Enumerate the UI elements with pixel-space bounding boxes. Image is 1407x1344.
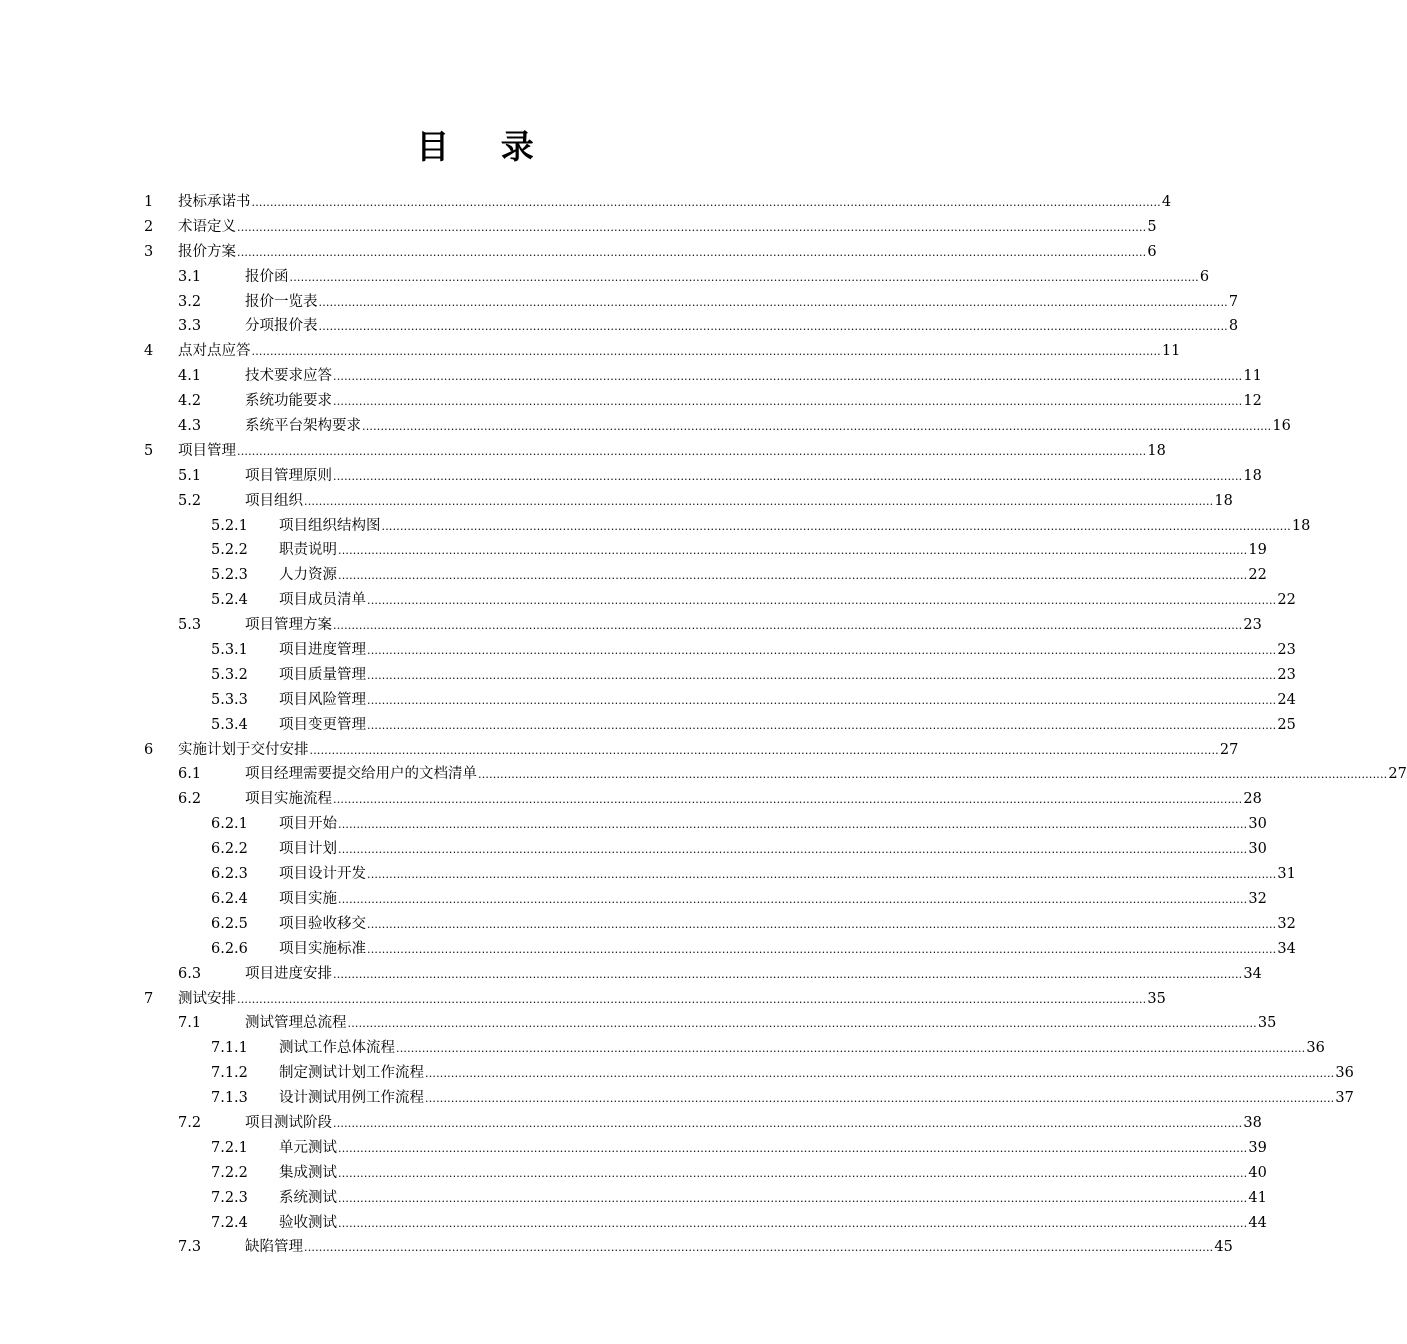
toc-dot-leader: ......................................................................................................................................................................................................................................................	[237, 245, 1147, 259]
toc-dot-leader: ......................................................................................................................................................................................................................................................	[309, 743, 1219, 757]
toc-entry-text: 测试管理总流程	[245, 1015, 347, 1032]
toc-entry-text: 项目组织	[245, 492, 303, 509]
toc-entry[interactable]	[0, 887, 1267, 912]
toc-dot-leader: ......................................................................................................................................................................................................................................................	[425, 1092, 1335, 1106]
toc-title: 目 录	[416, 127, 554, 166]
toc-entry-text: 项目管理方案	[245, 617, 332, 634]
toc-entry-number: 6.2.6	[211, 940, 248, 957]
toc-entry-body	[279, 538, 1267, 564]
toc-entry-number: 7.2	[178, 1114, 202, 1131]
toc-entry-text: 项目实施标准	[279, 940, 366, 957]
toc-entry-page-number: 45	[1214, 1239, 1233, 1256]
toc-dot-leader: ......................................................................................................................................................................................................................................................	[367, 942, 1277, 956]
toc-entry-page-number: 22	[1248, 567, 1267, 584]
toc-entry-number: 3.1	[178, 268, 202, 285]
toc-entry-page-number: 23	[1243, 617, 1262, 634]
toc-entry-text: 项目设计开发	[279, 866, 366, 883]
toc-entry-text: 测试工作总体流程	[279, 1040, 395, 1057]
toc-entry-body	[245, 414, 1291, 440]
toc-entry-page-number: 7	[1228, 293, 1239, 310]
toc-entry-text: 报价方案	[178, 243, 236, 260]
toc-entry[interactable]	[0, 1186, 1267, 1211]
toc-entry-page-number: 38	[1243, 1114, 1262, 1131]
toc-entry-page-number: 40	[1248, 1164, 1267, 1181]
toc-dot-leader: ......................................................................................................................................................................................................................................................	[338, 1191, 1248, 1205]
toc-entry[interactable]	[0, 290, 1239, 315]
toc-entry-body	[279, 663, 1296, 689]
toc-entry-body	[178, 738, 1239, 764]
toc-entry-number: 2	[144, 218, 154, 235]
toc-entry[interactable]	[0, 240, 1157, 265]
toc-entry-number: 7.3	[178, 1239, 202, 1256]
toc-entry-text: 项目实施	[279, 890, 337, 907]
toc-dot-leader: ......................................................................................................................................................................................................................................................	[333, 370, 1243, 384]
toc-entry-page-number: 18	[1243, 467, 1262, 484]
toc-entry-page-number: 22	[1277, 592, 1296, 609]
toc-entry-page-number: 11	[1161, 343, 1181, 360]
toc-entry-text: 单元测试	[279, 1139, 337, 1156]
toc-dot-leader: ......................................................................................................................................................................................................................................................	[304, 1241, 1214, 1255]
toc-entry-page-number: 19	[1248, 542, 1267, 559]
toc-entry-body	[279, 1036, 1325, 1062]
toc-entry-number: 5	[144, 442, 154, 459]
toc-entry-page-number: 36	[1335, 1065, 1354, 1082]
toc-entry-body	[279, 1086, 1354, 1112]
toc-entry-body	[245, 489, 1233, 515]
toc-entry-number: 7.1.1	[211, 1040, 248, 1057]
toc-entry-body	[245, 290, 1239, 316]
toc-entry-number: 5.2.2	[211, 542, 248, 559]
toc-entry-number: 6.2.4	[211, 890, 248, 907]
toc-entry-number: 5.1	[178, 467, 202, 484]
toc-dot-leader: ......................................................................................................................................................................................................................................................	[338, 569, 1248, 583]
toc-entry-body	[279, 588, 1296, 614]
toc-entry-body	[245, 613, 1262, 639]
toc-entry-number: 5.2.1	[211, 517, 248, 534]
toc-entry-number: 4.3	[178, 418, 202, 435]
toc-entry-number: 7.2.2	[211, 1164, 248, 1181]
toc-entry[interactable]	[0, 1161, 1267, 1186]
toc-entry-number: 1	[144, 194, 154, 210]
toc-entry-page-number: 30	[1248, 841, 1267, 858]
toc-entry-text: 项目进度管理	[279, 642, 366, 659]
toc-entry[interactable]	[0, 713, 1296, 738]
toc-dot-leader: ......................................................................................................................................................................................................................................................	[333, 469, 1243, 483]
toc-entry[interactable]	[0, 962, 1262, 987]
toc-entry-number: 3.3	[178, 318, 202, 335]
toc-entry[interactable]	[0, 1111, 1262, 1136]
toc-dot-leader: ......................................................................................................................................................................................................................................................	[333, 395, 1243, 409]
toc-entry-page-number: 36	[1306, 1040, 1325, 1057]
toc-entry[interactable]	[0, 987, 1166, 1012]
toc-entry-text: 职责说明	[279, 542, 337, 559]
toc-entry-body	[279, 812, 1267, 838]
toc-entry-text: 项目实施流程	[245, 791, 332, 808]
toc-entry-number: 6.2.2	[211, 841, 248, 858]
toc-dot-leader: ......................................................................................................................................................................................................................................................	[347, 1017, 1257, 1031]
toc-entry-body	[279, 1186, 1267, 1212]
toc-entry[interactable]	[0, 663, 1296, 688]
toc-dot-leader: ......................................................................................................................................................................................................................................................	[251, 196, 1161, 209]
toc-entry-body	[279, 937, 1296, 963]
toc-entry-text: 实施计划于交付安排	[178, 741, 309, 758]
toc-entry[interactable]	[0, 862, 1296, 887]
toc-dot-leader: ......................................................................................................................................................................................................................................................	[237, 992, 1147, 1006]
toc-entry-text: 技术要求应答	[245, 368, 332, 385]
toc-entry[interactable]	[0, 514, 1311, 539]
toc-entry[interactable]	[0, 265, 1210, 290]
toc-dot-leader: ......................................................................................................................................................................................................................................................	[251, 345, 1161, 359]
toc-entry-number: 5.3.3	[211, 691, 248, 708]
toc-entry-page-number: 30	[1248, 816, 1267, 833]
toc-entry-text: 项目管理	[178, 442, 236, 459]
toc-dot-leader: ......................................................................................................................................................................................................................................................	[367, 644, 1277, 658]
toc-entry-body	[245, 265, 1210, 291]
toc-entry-text: 项目开始	[279, 816, 337, 833]
toc-entry-page-number: 34	[1277, 940, 1296, 957]
toc-entry-number: 7.1.3	[211, 1090, 248, 1107]
toc-entry-body	[279, 1211, 1267, 1237]
toc-entry[interactable]	[0, 489, 1233, 514]
toc-entry-page-number: 37	[1335, 1090, 1354, 1107]
toc-entry-text: 分项报价表	[245, 318, 318, 335]
toc-dot-leader: ......................................................................................................................................................................................................................................................	[338, 1216, 1248, 1230]
toc-entry-body	[245, 1011, 1277, 1037]
toc-entry[interactable]	[0, 1086, 1354, 1111]
toc-entry-number: 6.2.3	[211, 866, 248, 883]
toc-entry-page-number: 6	[1147, 243, 1157, 260]
toc-entry-number: 6.1	[178, 766, 202, 783]
toc-entry-text: 项目进度安排	[245, 965, 332, 982]
toc-entry-page-number: 18	[1214, 492, 1233, 509]
toc-entry-number: 7.1.2	[211, 1065, 248, 1082]
toc-dot-leader: ......................................................................................................................................................................................................................................................	[289, 270, 1199, 284]
toc-entry-page-number: 32	[1248, 890, 1267, 907]
toc-dot-leader: ......................................................................................................................................................................................................................................................	[381, 519, 1291, 533]
toc-entry-body	[178, 215, 1157, 241]
toc-entry[interactable]	[0, 738, 1239, 763]
toc-entry-number: 7.2.4	[211, 1214, 248, 1231]
toc-entry-text: 项目风险管理	[279, 691, 366, 708]
toc-dot-leader: ......................................................................................................................................................................................................................................................	[367, 594, 1277, 608]
toc-entry-body	[245, 787, 1262, 813]
toc-entry[interactable]	[0, 563, 1267, 588]
toc-entry[interactable]	[0, 314, 1239, 339]
toc-entry[interactable]	[0, 1036, 1325, 1061]
toc-entry-number: 6	[144, 741, 154, 758]
toc-entry-text: 项目验收移交	[279, 915, 366, 932]
toc-entry-page-number: 18	[1147, 442, 1166, 459]
toc-entry-number: 4.2	[178, 393, 202, 410]
toc-entry-body	[279, 912, 1296, 938]
toc-entry-page-number: 44	[1248, 1214, 1267, 1231]
toc-entry-page-number: 16	[1272, 418, 1291, 435]
toc-entry-page-number: 24	[1277, 691, 1296, 708]
toc-entry-text: 人力资源	[279, 567, 337, 584]
toc-dot-leader: ......................................................................................................................................................................................................................................................	[367, 693, 1277, 707]
toc-entry-page-number: 12	[1243, 393, 1262, 410]
toc-dot-leader: ......................................................................................................................................................................................................................................................	[367, 868, 1277, 882]
toc-entry-text: 系统测试	[279, 1189, 337, 1206]
toc-entry-body	[279, 1061, 1354, 1087]
toc-entry-page-number: 39	[1248, 1139, 1267, 1156]
toc-entry-text: 投标承诺书	[178, 194, 251, 210]
toc-entry-number: 5.3.2	[211, 666, 248, 683]
toc-entry-page-number: 8	[1228, 318, 1239, 335]
toc-entry-body	[279, 887, 1267, 913]
toc-dot-leader: ......................................................................................................................................................................................................................................................	[338, 892, 1248, 906]
toc-entry-text: 系统平台架构要求	[245, 418, 361, 435]
toc-dot-leader: ......................................................................................................................................................................................................................................................	[338, 1141, 1248, 1155]
toc-entry[interactable]	[0, 837, 1267, 862]
toc-entry-text: 项目管理原则	[245, 467, 332, 484]
toc-entry-page-number: 32	[1277, 915, 1296, 932]
toc-dot-leader: ......................................................................................................................................................................................................................................................	[367, 718, 1277, 732]
toc-entry[interactable]	[0, 1136, 1267, 1161]
toc-entry[interactable]	[0, 190, 1172, 215]
toc-entry[interactable]	[0, 762, 1407, 787]
toc-dot-leader: ......................................................................................................................................................................................................................................................	[318, 295, 1228, 309]
toc-dot-leader: ......................................................................................................................................................................................................................................................	[237, 220, 1147, 234]
toc-entry[interactable]	[0, 937, 1296, 962]
toc-dot-leader: ......................................................................................................................................................................................................................................................	[338, 1166, 1248, 1180]
toc-entry-number: 7	[144, 990, 154, 1007]
toc-entry-number: 3.2	[178, 293, 202, 310]
toc-dot-leader: ......................................................................................................................................................................................................................................................	[367, 917, 1277, 931]
toc-entry[interactable]	[0, 688, 1296, 713]
toc-entry[interactable]	[0, 1061, 1354, 1086]
toc-dot-leader: ......................................................................................................................................................................................................................................................	[396, 1042, 1306, 1056]
toc-entry[interactable]	[0, 439, 1166, 464]
toc-entry-page-number: 23	[1277, 666, 1296, 683]
toc-entry-number: 6.2.5	[211, 915, 248, 932]
toc-entry-page-number: 28	[1243, 791, 1262, 808]
toc-dot-leader: ......................................................................................................................................................................................................................................................	[425, 1067, 1335, 1081]
toc-dot-leader: ......................................................................................................................................................................................................................................................	[333, 967, 1243, 981]
toc-entry[interactable]	[0, 638, 1296, 663]
toc-entry-number: 5.3.4	[211, 716, 248, 733]
toc-entry-body	[279, 837, 1267, 863]
toc-entry-body	[245, 762, 1407, 788]
toc-entry-number: 6.2	[178, 791, 202, 808]
toc-entry-body	[279, 638, 1296, 664]
toc-dot-leader: ......................................................................................................................................................................................................................................................	[478, 768, 1388, 782]
toc-entry-text: 项目变更管理	[279, 716, 366, 733]
toc-entry-number: 5.2.4	[211, 592, 248, 609]
toc-dot-leader: ......................................................................................................................................................................................................................................................	[333, 1116, 1243, 1130]
toc-entry-text: 缺陷管理	[245, 1239, 303, 1256]
toc-list	[0, 190, 1407, 1260]
toc-entry-page-number: 41	[1248, 1189, 1267, 1206]
toc-entry-text: 报价一览表	[245, 293, 318, 310]
toc-dot-leader: ......................................................................................................................................................................................................................................................	[237, 444, 1147, 458]
toc-entry-text: 项目计划	[279, 841, 337, 858]
toc-entry-body	[178, 240, 1157, 266]
toc-entry[interactable]	[0, 613, 1262, 638]
toc-entry-body	[279, 563, 1267, 589]
toc-entry[interactable]	[0, 538, 1267, 563]
toc-entry-page-number: 35	[1147, 990, 1166, 1007]
toc-dot-leader: ......................................................................................................................................................................................................................................................	[318, 320, 1228, 334]
toc-entry[interactable]	[0, 389, 1262, 414]
toc-entry-text: 项目成员清单	[279, 592, 366, 609]
toc-entry-page-number: 23	[1277, 642, 1296, 659]
toc-entry-number: 5.2.3	[211, 567, 248, 584]
toc-entry-text: 制定测试计划工作流程	[279, 1065, 424, 1082]
toc-entry[interactable]	[0, 1011, 1277, 1036]
toc-entry[interactable]	[0, 464, 1262, 489]
toc-entry-number: 5.2	[178, 492, 202, 509]
toc-dot-leader: ......................................................................................................................................................................................................................................................	[338, 818, 1248, 832]
toc-entry-body	[279, 1161, 1267, 1187]
toc-entry[interactable]	[0, 339, 1181, 364]
toc-entry[interactable]	[0, 588, 1296, 613]
toc-entry-text: 测试安排	[178, 990, 236, 1007]
toc-entry-page-number: 6	[1199, 268, 1210, 285]
toc-entry-body	[279, 713, 1296, 739]
toc-dot-leader: ......................................................................................................................................................................................................................................................	[367, 668, 1277, 682]
toc-dot-leader: ......................................................................................................................................................................................................................................................	[338, 544, 1248, 558]
toc-entry-number: 5.3	[178, 617, 202, 634]
toc-entry[interactable]	[0, 1235, 1233, 1260]
toc-entry-page-number: 35	[1257, 1015, 1277, 1032]
toc-entry[interactable]	[0, 812, 1267, 837]
toc-entry-page-number: 5	[1147, 218, 1157, 235]
toc-entry-body	[245, 389, 1262, 415]
toc-entry-text: 系统功能要求	[245, 393, 332, 410]
toc-entry-body	[178, 987, 1166, 1013]
toc-dot-leader: ......................................................................................................................................................................................................................................................	[333, 619, 1243, 633]
toc-entry-page-number: 27	[1388, 766, 1407, 783]
toc-entry-body	[245, 464, 1262, 490]
toc-entry-page-number: 18	[1291, 517, 1311, 534]
toc-entry-body	[245, 962, 1262, 988]
toc-entry-text: 验收测试	[279, 1214, 337, 1231]
toc-entry-page-number: 31	[1277, 866, 1296, 883]
toc-dot-leader: ......................................................................................................................................................................................................................................................	[338, 843, 1248, 857]
toc-entry-number: 7.1	[178, 1015, 202, 1032]
toc-entry-text: 项目质量管理	[279, 666, 366, 683]
toc-dot-leader: ......................................................................................................................................................................................................................................................	[333, 793, 1243, 807]
toc-entry-body	[245, 1111, 1262, 1137]
toc-entry-text: 项目组织结构图	[279, 517, 381, 534]
toc-entry-number: 6.3	[178, 965, 202, 982]
toc-entry-text: 项目测试阶段	[245, 1114, 332, 1131]
toc-entry-text: 术语定义	[178, 218, 236, 235]
toc-entry[interactable]	[0, 912, 1296, 937]
toc-entry-body	[279, 862, 1296, 888]
toc-entry-number: 3	[144, 243, 154, 260]
toc-entry[interactable]	[0, 1211, 1267, 1236]
toc-entry-text: 点对点应答	[178, 343, 251, 360]
toc-entry-body	[245, 364, 1262, 390]
toc-entry-page-number: 34	[1243, 965, 1262, 982]
toc-entry-body	[178, 190, 1172, 216]
toc-entry-page-number: 27	[1219, 741, 1239, 758]
toc-entry-body	[279, 514, 1311, 540]
toc-entry-body	[245, 1235, 1233, 1261]
toc-entry-text: 报价函	[245, 268, 289, 285]
toc-entry-body	[178, 439, 1166, 465]
toc-dot-leader: ......................................................................................................................................................................................................................................................	[304, 494, 1214, 508]
toc-entry-number: 7.2.3	[211, 1189, 248, 1206]
toc-entry-number: 7.2.1	[211, 1139, 248, 1156]
toc-entry-body	[178, 339, 1181, 365]
toc-entry-number: 4	[144, 343, 154, 360]
toc-entry-body	[245, 314, 1239, 340]
toc-entry-body	[279, 688, 1296, 714]
toc-entry-number: 5.3.1	[211, 642, 248, 659]
toc-entry-text: 集成测试	[279, 1164, 337, 1181]
toc-entry[interactable]	[0, 787, 1262, 812]
toc-entry-number: 6.2.1	[211, 816, 248, 833]
toc-entry-page-number: 11	[1243, 368, 1262, 385]
toc-dot-leader: ......................................................................................................................................................................................................................................................	[362, 420, 1272, 434]
toc-entry[interactable]	[0, 414, 1291, 439]
toc-entry[interactable]	[0, 215, 1157, 240]
toc-entry-body	[279, 1136, 1267, 1162]
toc-entry[interactable]	[0, 364, 1262, 389]
toc-entry-number: 4.1	[178, 368, 202, 385]
toc-entry-text: 设计测试用例工作流程	[279, 1090, 424, 1107]
toc-entry-text: 项目经理需要提交给用户的文档清单	[245, 766, 477, 783]
toc-entry-page-number: 4	[1161, 194, 1172, 210]
toc-entry-page-number: 25	[1277, 716, 1296, 733]
